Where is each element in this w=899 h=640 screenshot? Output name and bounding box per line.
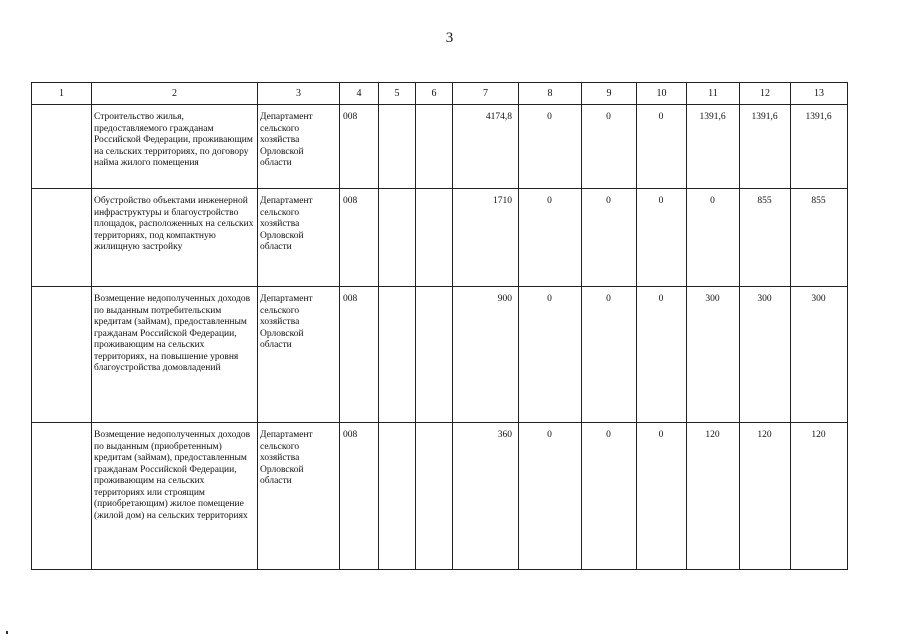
empty-cell [32,105,92,189]
responsible-department: Департамент сельского хозяйства Орловской области [258,105,340,189]
budget-code: 008 [340,105,379,189]
activity-description: Возмещение недополученных доходов по выданным (приобретенным) кредитам (займам), предоставленным гражданам Российской Федерации, проживающим на сельских территориях или строящим (приобретающим) жилое помещение (жилой дом) на сельских территориях [92,423,258,570]
cell-col5 [379,287,416,423]
column-header: 12 [740,83,791,105]
column-header: 4 [340,83,379,105]
cell-col10: 0 [637,423,687,570]
cell-col6 [416,105,453,189]
column-header: 10 [637,83,687,105]
table-row [32,287,848,423]
cell-col13: 300 [791,287,848,423]
cell-col9: 0 [582,105,637,189]
column-header: 5 [379,83,416,105]
responsible-department: Департамент сельского хозяйства Орловской области [258,189,340,287]
cell-col12: 120 [740,423,791,570]
table-row [32,105,848,189]
cell-col8: 0 [519,189,582,287]
column-header: 8 [519,83,582,105]
cell-col7: 360 [453,423,519,570]
page-number: 3 [445,30,454,46]
cell-col8: 0 [519,105,582,189]
cell-col10: 0 [637,105,687,189]
empty-cell [32,189,92,287]
column-header: 3 [258,83,340,105]
cell-col13: 1391,6 [791,105,848,189]
cell-col6 [416,287,453,423]
program-table [31,82,848,570]
cell-col11: 120 [687,423,740,570]
responsible-department: Департамент сельского хозяйства Орловской области [258,423,340,570]
cell-col11: 1391,6 [687,105,740,189]
cell-col9: 0 [582,423,637,570]
scan-speck [6,631,8,634]
cell-col10: 0 [637,189,687,287]
cell-col5 [379,105,416,189]
cell-col13: 120 [791,423,848,570]
budget-code: 008 [340,287,379,423]
cell-col12: 1391,6 [740,105,791,189]
cell-col9: 0 [582,189,637,287]
column-header: 6 [416,83,453,105]
cell-col12: 855 [740,189,791,287]
table-row [32,189,848,287]
column-header: 9 [582,83,637,105]
column-header: 11 [687,83,740,105]
cell-col7: 4174,8 [453,105,519,189]
cell-col5 [379,423,416,570]
column-header: 1 [32,83,92,105]
cell-col11: 300 [687,287,740,423]
activity-description: Обустройство объектами инженерной инфраструктуры и благоустройство площадок, расположенных на сельских территориях, под компактную жилищную застройку [92,189,258,287]
activity-description: Строительство жилья, предоставляемого гражданам Российской Федерации, проживающим на сельских территориях, по договору найма жилого помещения [92,105,258,189]
cell-col13: 855 [791,189,848,287]
cell-col8: 0 [519,423,582,570]
cell-col7: 1710 [453,189,519,287]
budget-code: 008 [340,423,379,570]
responsible-department: Департамент сельского хозяйства Орловской области [258,287,340,423]
cell-col6 [416,189,453,287]
cell-col5 [379,189,416,287]
cell-col7: 900 [453,287,519,423]
cell-col9: 0 [582,287,637,423]
cell-col8: 0 [519,287,582,423]
activity-description: Возмещение недополученных доходов по выданным потребительским кредитам (займам), предоставленным гражданам Российской Федерации, проживающим на сельских территориях, на повышение уровня благоустройства домовладений [92,287,258,423]
table-row [32,423,848,570]
column-header: 7 [453,83,519,105]
header-row [32,83,848,105]
column-header: 2 [92,83,258,105]
column-header: 13 [791,83,848,105]
cell-col6 [416,423,453,570]
cell-col12: 300 [740,287,791,423]
cell-col10: 0 [637,287,687,423]
cell-col11: 0 [687,189,740,287]
empty-cell [32,287,92,423]
budget-code: 008 [340,189,379,287]
empty-cell [32,423,92,570]
